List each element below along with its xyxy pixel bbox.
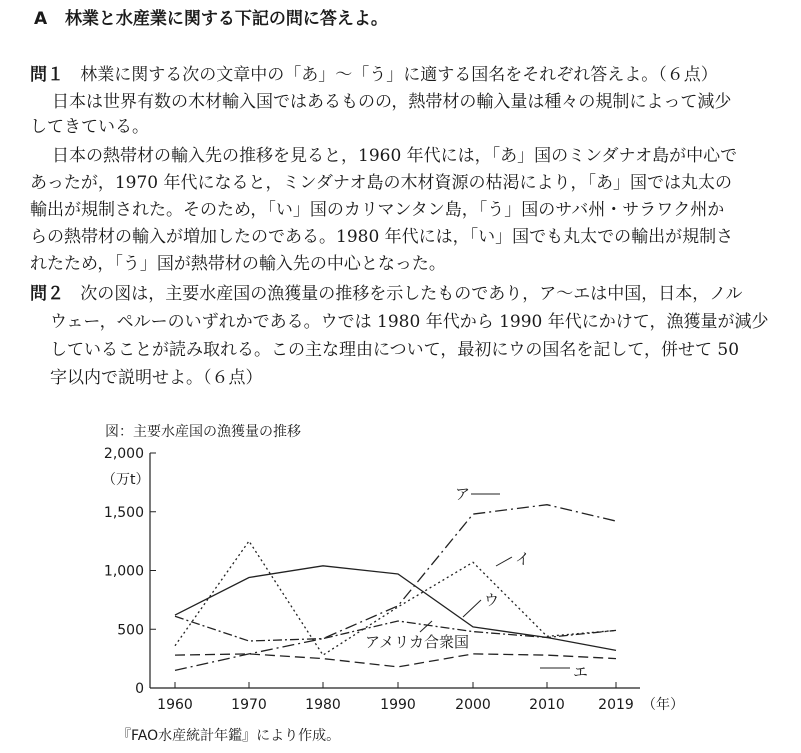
series-label-i: イ <box>515 550 531 568</box>
y-tick-label: 0 <box>135 681 144 697</box>
q2-line3: していることが読み取れる。この主な理由について，最初にウの国名を記して，併せて 50 <box>50 340 740 360</box>
x-tick-label: 1970 <box>231 697 267 713</box>
q1-para2-line5: れたため，「う」国が熱帯材の輸入先の中心となった。 <box>30 254 446 274</box>
series-leader-i <box>496 557 512 566</box>
chart-title: 図：主要水産国の漁獲量の推移 <box>105 424 301 440</box>
q1-para2-line2: あったが，1970 年代になると，ミンダナオ島の木材資源の枯渇により，「あ」国では丸太の <box>30 173 732 193</box>
q2-text-line1: 次の図は，主要水産国の漁獲量の推移を示したものであり，ア〜エは中国，日本，ノル <box>80 284 743 304</box>
x-tick-label: 2010 <box>529 697 565 713</box>
x-tick-label: 1990 <box>380 697 416 713</box>
section-title: 林業と水産業に関する下記の問に答えよ。 <box>64 9 388 29</box>
y-tick-label: 1,000 <box>103 563 144 580</box>
q2-line4: 字以内で説明せよ。（６点） <box>50 368 263 388</box>
x-tick-label: 2000 <box>455 697 491 713</box>
y-tick-label: 2,000 <box>103 446 144 462</box>
q2-label: 問２ <box>30 284 64 304</box>
q1-para2-line4: らの熱帯材の輸入が増加したのである。1980 年代には，「い」国でも丸太での輸出が規制さ <box>30 227 734 247</box>
y-tick-label: 1,500 <box>103 504 144 521</box>
q1-para2-line3: 輸出が規制された。そのため，「い」国のカリマンタン島，「う」国のサバ州・サラワク州か <box>30 200 725 220</box>
series-label-u: ウ <box>484 591 500 609</box>
series-leader-usa <box>420 621 432 632</box>
q1-para1-line2: してきている。 <box>30 117 149 137</box>
section-letter: A <box>34 9 48 29</box>
q2-line2: ウェー，ペルーのいずれかである。ウでは 1980 年代から 1990 年代にかけて，漁獲量が減少 <box>50 312 769 332</box>
series-label-a: ア <box>455 485 471 503</box>
series-label-e: エ <box>573 663 589 681</box>
q1-para1-line1: 日本は世界有数の木材輸入国ではあるものの，熱帯材の輸入量は種々の規制によって減少 <box>52 92 732 112</box>
x-tick-label: 1980 <box>305 697 341 713</box>
x-tick-label: 2019 <box>598 697 634 713</box>
chart-ylabel: （万t） <box>102 472 150 488</box>
q1-label: 問１ <box>30 65 64 85</box>
series-leader-u <box>463 600 481 617</box>
q1-para2-line1: 日本の熱帯材の輸入先の推移を見ると，1960 年代には，「あ」国のミンダナオ島が中心で <box>52 146 738 166</box>
chart-xunit: （年） <box>642 697 684 713</box>
q1-prompt: 林業に関する次の文章中の「あ」〜「う」に適する国名をそれぞれ答えよ。（６点） <box>80 65 718 85</box>
series-label-usa: アメリカ合衆国 <box>365 633 469 651</box>
x-tick-label: 1960 <box>157 697 193 713</box>
y-tick-label: 500 <box>117 622 144 639</box>
source-note: 『FAO水産統計年鑑』により作成。 <box>117 728 341 744</box>
